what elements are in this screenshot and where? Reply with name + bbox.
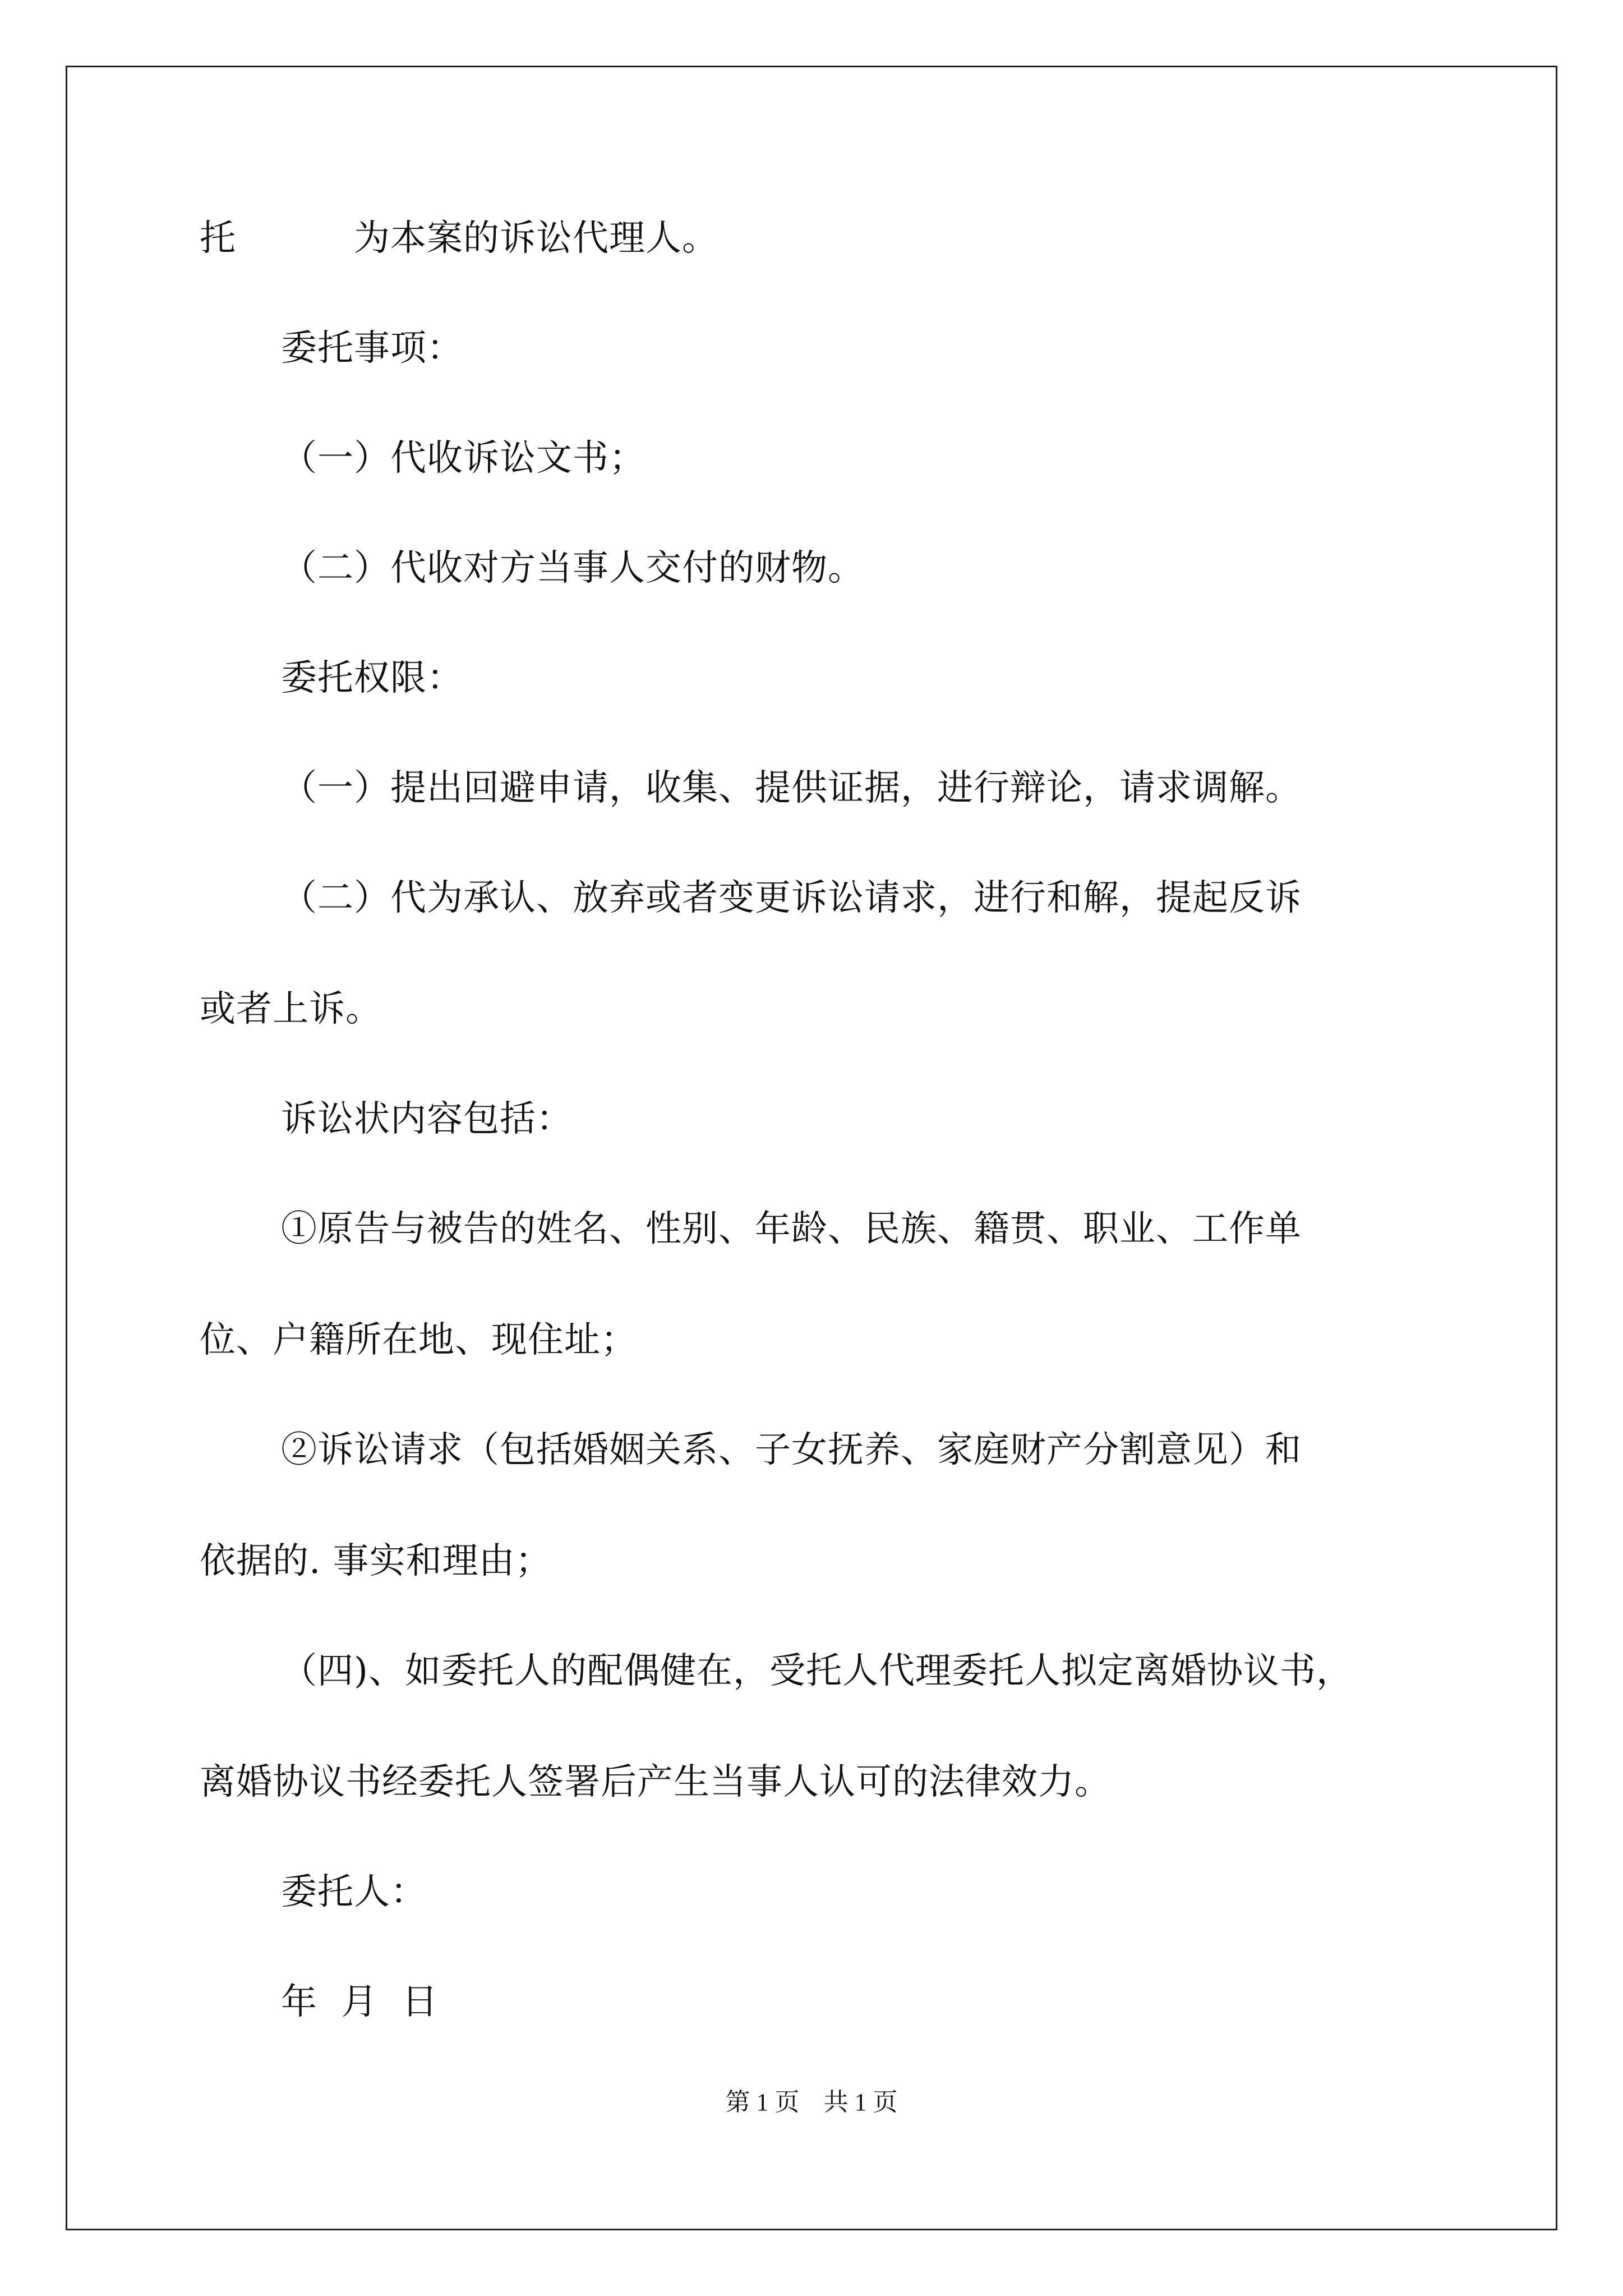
paragraph-item-four: （四)、如委托人的配偶健在，受托人代理委托人拟定离婚协议书， [281, 1650, 1353, 1692]
text-segment: 为本案的诉讼代理人。 [354, 218, 718, 259]
list-item-authority-1: （一）提出回避申请，收集、提供证据，进行辩论，请求调解。 [281, 767, 1302, 809]
signature-date-label: 年 月 日 [281, 1981, 439, 2023]
list-item-authority-2: （二）代为承认、放弃或者变更诉讼请求，进行和解，提起反诉 [281, 877, 1302, 919]
list-item-content-2: ②诉讼请求（包括婚姻关系、子女抚养、家庭财产分割意见）和 [281, 1429, 1302, 1471]
page-footer [0, 2086, 1623, 2119]
list-item-content-1: ①原告与被告的姓名、性别、年龄、民族、籍贯、职业、工作单 [281, 1208, 1302, 1250]
heading-delegated-authority: 委托权限： [281, 657, 463, 699]
list-item-content-1-continued: 位、户籍所在地、现住址； [200, 1319, 637, 1361]
list-item-matter-2: （二）代收对方当事人交付的财物。 [281, 547, 864, 589]
paragraph-agent-line [200, 213, 1428, 264]
heading-delegated-matters: 委托事项： [281, 328, 463, 369]
page-number-total: 共 1 页 [823, 2088, 898, 2116]
list-item-authority-2-continued: 或者上诉。 [200, 988, 382, 1030]
text-segment: 托 [200, 218, 236, 259]
heading-complaint-contents: 诉讼状内容包括： [281, 1098, 573, 1140]
paragraph-item-four-continued: 离婚协议书经委托人签署后产生当事人认可的法律效力。 [200, 1761, 1111, 1803]
signature-principal-label: 委托人： [281, 1871, 427, 1913]
list-item-matter-1: （一）代收诉讼文书； [281, 438, 645, 479]
page-number-current: 第 1 页 [725, 2088, 800, 2116]
document-body [200, 213, 1428, 2027]
list-item-content-2-continued: 依据的. 事实和理由； [200, 1540, 552, 1582]
